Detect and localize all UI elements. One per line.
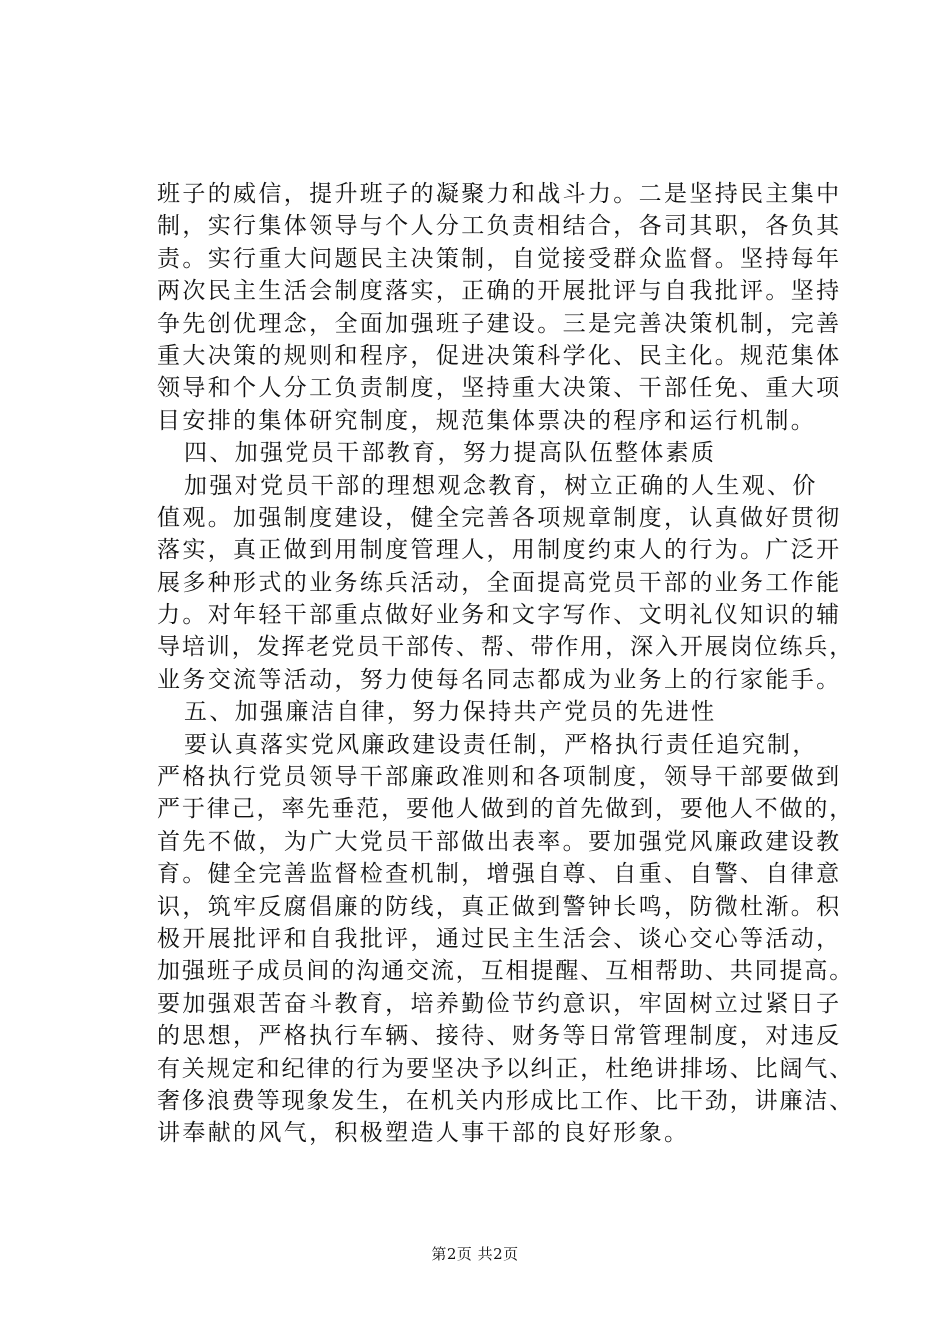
- paragraph-line: 值观。加强制度建设，健全完善各项规章制度，认真做好贯彻: [157, 504, 842, 531]
- paragraph-line: 业务交流等活动，努力使每名同志都成为业务上的行家能手。: [157, 666, 842, 693]
- paragraph-line: 领导和个人分工负责制度，坚持重大决策、干部任免、重大项: [157, 375, 842, 402]
- paragraph-line: 要加强艰苦奋斗教育，培养勤俭节约意识，牢固树立过紧日子: [157, 990, 842, 1017]
- paragraph-line: 的思想，严格执行车辆、接待、财务等日常管理制度，对违反: [157, 1023, 842, 1050]
- paragraph-line: 班子的威信，提升班子的凝聚力和战斗力。二是坚持民主集中: [157, 181, 842, 207]
- paragraph-line-indented: 四、加强党员干部教育，努力提高队伍整体素质: [184, 440, 717, 467]
- paragraph-line: 有关规定和纪律的行为要坚决予以纠正，杜绝讲排场、比阔气、: [157, 1055, 855, 1082]
- paragraph-line-indented: 要认真落实党风廉政建设责任制，严格执行责任追究制，: [184, 731, 818, 758]
- paragraph-line: 极开展批评和自我批评，通过民主生活会、谈心交心等活动，: [157, 925, 842, 952]
- paragraph-line: 严格执行党员领导干部廉政准则和各项制度，领导干部要做到: [157, 764, 842, 791]
- paragraph-line: 争先创优理念，全面加强班子建设。三是完善决策机制，完善: [157, 310, 842, 337]
- paragraph-line: 两次民主生活会制度落实，正确的开展批评与自我批评。坚持: [157, 278, 842, 305]
- paragraph-line: 识，筑牢反腐倡廉的防线，真正做到警钟长鸣，防微杜渐。积: [157, 893, 842, 920]
- paragraph-line: 力。对年轻干部重点做好业务和文字写作、文明礼仪知识的辅: [157, 602, 842, 629]
- paragraph-line: 重大决策的规则和程序，促进决策科学化、民主化。规范集体: [157, 342, 842, 369]
- paragraph-line: 目安排的集体研究制度，规范集体票决的程序和运行机制。: [157, 407, 817, 434]
- paragraph-line: 讲奉献的风气，积极塑造人事干部的良好形象。: [157, 1120, 690, 1147]
- page-footer: 第2页 共2页: [431, 1245, 519, 1263]
- paragraph-line-indented: 五、加强廉洁自律，努力保持共产党员的先进性: [184, 699, 717, 726]
- paragraph-line: 落实，真正做到用制度管理人，用制度约束人的行为。广泛开: [157, 537, 842, 564]
- paragraph-line-indented: 加强对党员干部的理想观念教育，树立正确的人生观、价: [184, 472, 818, 499]
- paragraph-line: 严于律己，率先垂范，要他人做到的首先做到，要他人不做的，: [157, 796, 855, 823]
- paragraph-line: 责。实行重大问题民主决策制，自觉接受群众监督。坚持每年: [157, 245, 842, 272]
- paragraph-line: 加强班子成员间的沟通交流，互相提醒、互相帮助、共同提高。: [157, 958, 855, 985]
- paragraph-line: 育。健全完善监督检查机制，增强自尊、自重、自警、自律意: [157, 861, 842, 888]
- paragraph-line: 展多种形式的业务练兵活动，全面提高党员干部的业务工作能: [157, 569, 842, 596]
- paragraph-line: 导培训，发挥老党员干部传、帮、带作用，深入开展岗位练兵，: [157, 634, 855, 661]
- paragraph-line: 制，实行集体领导与个人分工负责相结合，各司其职，各负其: [157, 213, 842, 240]
- document-body: [157, 178, 857, 1150]
- paragraph-line: 奢侈浪费等现象发生，在机关内形成比工作、比干劲，讲廉洁、: [157, 1087, 855, 1114]
- paragraph-line: 首先不做，为广大党员干部做出表率。要加强党风廉政建设教: [157, 828, 842, 855]
